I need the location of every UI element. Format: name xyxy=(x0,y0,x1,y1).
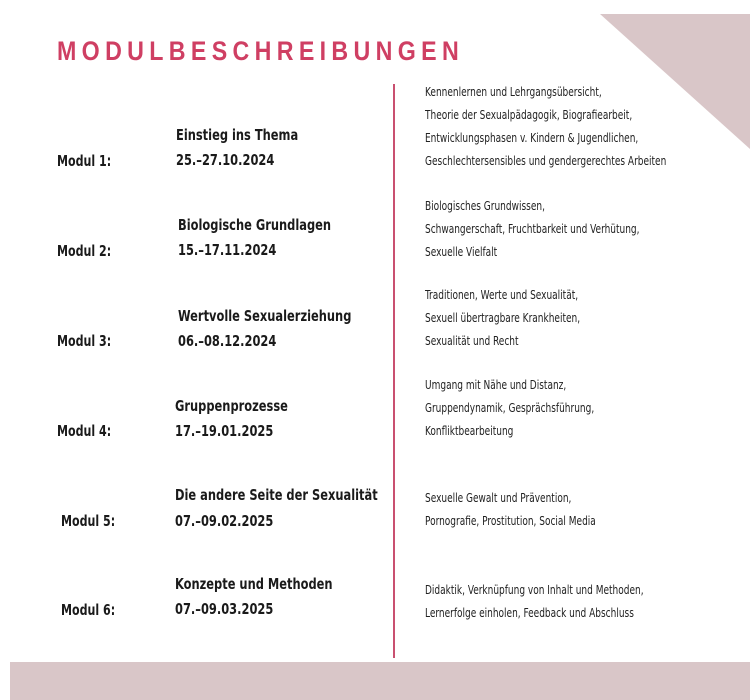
module-1-description xyxy=(425,80,666,172)
module-4-label: Modul 4: xyxy=(57,422,112,440)
page-title: MODULBESCHREIBUNGEN xyxy=(57,36,465,66)
module-2-desc-line: Schwangerschaft, Fruchtbarkeit und Verhütung, xyxy=(425,221,640,236)
module-2-label: Modul 2: xyxy=(57,242,112,260)
module-1-desc-line: Geschlechtersensibles und gendergerechtes Arbeiten xyxy=(425,153,667,168)
module-4-desc-line: Umgang mit Nähe und Distanz, xyxy=(425,377,567,392)
module-3-description xyxy=(425,283,580,352)
module-5-date: 07.–09.02.2025 xyxy=(175,512,274,530)
vertical-divider xyxy=(393,84,395,658)
module-2-desc-line: Sexuelle Vielfalt xyxy=(425,244,498,259)
module-4-desc-line: Gruppendynamik, Gesprächsführung, xyxy=(425,400,595,415)
module-6-title: Konzepte und Methoden xyxy=(175,575,333,593)
module-2-title: Biologische Grundlagen xyxy=(178,216,332,234)
module-6-desc-line: Lernerfolge einholen, Feedback und Abschluss xyxy=(425,605,634,620)
module-6-date: 07.–09.03.2025 xyxy=(175,600,274,618)
module-5-title: Die andere Seite der Sexualität xyxy=(175,486,378,504)
module-1-label: Modul 1: xyxy=(57,152,112,170)
module-5-desc-line: Pornografie, Prostitution, Social Media xyxy=(425,513,596,528)
module-4-title: Gruppenprozesse xyxy=(175,397,288,415)
module-4-description xyxy=(425,373,594,442)
module-1-desc-line: Theorie der Sexualpädagogik, Biografiearbeit, xyxy=(425,107,633,122)
module-1-desc-line: Entwicklungsphasen v. Kindern & Jugendlichen, xyxy=(425,130,639,145)
module-2-description xyxy=(425,194,640,263)
module-4-desc-line: Konfliktbearbeitung xyxy=(425,423,514,438)
module-5-description xyxy=(425,486,596,532)
module-2-date: 15.–17.11.2024 xyxy=(178,241,277,259)
module-1-desc-line: Kennenlernen und Lehrgangsübersicht, xyxy=(425,84,602,99)
module-5-desc-line: Sexuelle Gewalt und Prävention, xyxy=(425,490,572,505)
module-3-desc-line: Traditionen, Werte und Sexualität, xyxy=(425,287,579,302)
module-3-date: 06.–08.12.2024 xyxy=(178,332,277,350)
module-6-desc-line: Didaktik, Verknüpfung von Inhalt und Methoden, xyxy=(425,582,644,597)
module-3-desc-line: Sexuell übertragbare Krankheiten, xyxy=(425,310,581,325)
module-1-date: 25.–27.10.2024 xyxy=(176,151,275,169)
module-3-label: Modul 3: xyxy=(57,332,112,350)
module-6-description xyxy=(425,578,644,624)
module-1-title: Einstieg ins Thema xyxy=(176,126,299,144)
module-3-desc-line: Sexualität und Recht xyxy=(425,333,519,348)
module-3-title: Wertvolle Sexualerziehung xyxy=(178,307,352,325)
module-6-label: Modul 6: xyxy=(61,601,116,619)
module-2-desc-line: Biologisches Grundwissen, xyxy=(425,198,545,213)
footer-bar xyxy=(10,662,750,700)
module-4-date: 17.–19.01.2025 xyxy=(175,422,274,440)
module-5-label: Modul 5: xyxy=(61,512,116,530)
